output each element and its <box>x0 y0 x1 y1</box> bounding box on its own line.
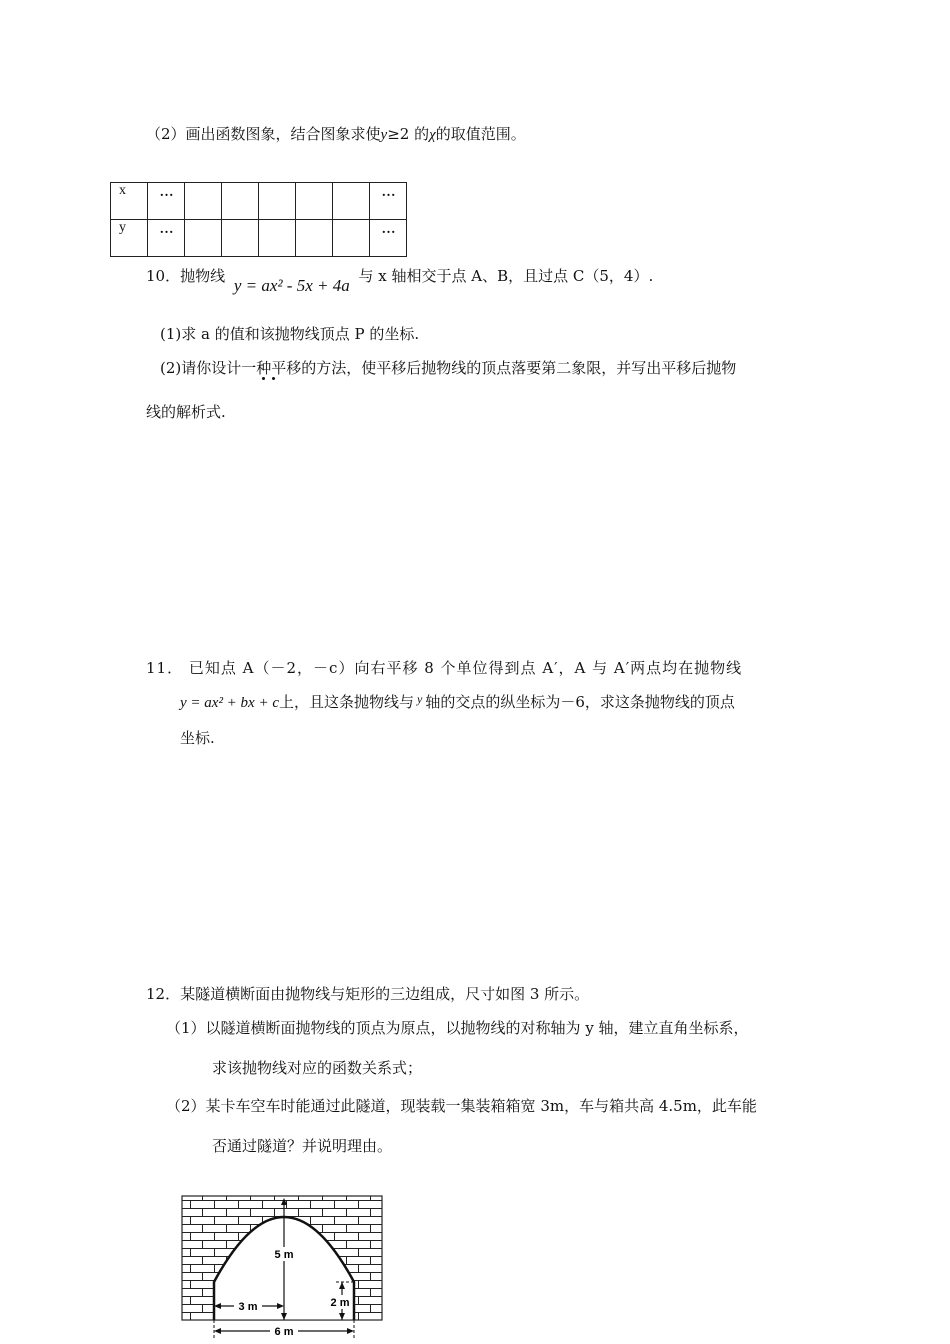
q12-stem <box>146 984 589 1004</box>
q11-formula: y = ax² + bx + c <box>180 695 279 711</box>
table-ellipsis-end: … <box>370 183 407 220</box>
emphasis-dot <box>272 377 275 380</box>
q11-number: 11． <box>146 659 184 677</box>
label-6m: 6 m <box>274 1326 294 1338</box>
q12-part1-line2: 求该抛物线对应的函数关系式； <box>212 1059 423 1077</box>
q11-line2-end: 轴的交点的纵坐标为－6，求这条抛物线的顶点 <box>425 693 735 711</box>
q11-line1-b: A（－2，－c）向右平移 8 个单位得到点 <box>242 659 537 677</box>
q11-line1-c: A′，A 与 A′两点均在抛物线 <box>542 659 743 677</box>
q10-part2-line2: 线的解析式. <box>146 403 226 421</box>
label-2m: 2 m <box>330 1297 350 1309</box>
q11-line1 <box>146 658 742 678</box>
table-cell <box>185 183 222 220</box>
q11-line2-y: y <box>417 692 423 706</box>
q12-part1-line1: （1）以隧道横断面抛物线的顶点为原点，以抛物线的对称轴为 y 轴，建立直角坐标系， <box>166 1019 749 1037</box>
q9-part2-geq: ≥2 的 <box>387 125 430 143</box>
table-row-x <box>111 183 407 220</box>
table-row-y <box>111 220 407 257</box>
q12-number: 12． <box>146 985 181 1003</box>
label-5m: 5 m <box>274 1249 294 1261</box>
q10-stem <box>146 266 654 295</box>
table-cell <box>259 183 296 220</box>
q11-line1-a: 已知点 <box>188 659 237 677</box>
q9-part2-prefix: （2）画出函数图象，结合图象求使 <box>146 125 381 143</box>
q9-part2-x: χ <box>429 127 436 143</box>
tunnel-figure <box>178 1192 388 1340</box>
q10-stem-suffix: 与 x 轴相交于点 A、B，且过点 C（5，4）. <box>358 267 654 285</box>
table-ellipsis-start: … <box>148 220 185 257</box>
q11-line3: 坐标. <box>180 729 215 747</box>
q9-part2-y: y <box>380 127 388 143</box>
table-cell <box>185 220 222 257</box>
q9-part2 <box>146 124 526 145</box>
table-cell <box>222 220 259 257</box>
q10-number: 10． <box>146 267 181 285</box>
q9-part2-suffix: 的取值范围。 <box>435 125 526 143</box>
table-row-y-label: y <box>111 220 148 257</box>
q12-part2-line1: （2）某卡车空车时能通过此隧道，现装载一集装箱箱宽 3m，车与箱共高 4.5m，此车能 <box>166 1097 757 1115</box>
table-cell <box>333 220 370 257</box>
q10-stem-prefix: 抛物线 <box>180 267 226 285</box>
value-table <box>110 182 407 257</box>
emphasis-dot <box>262 377 265 380</box>
q10-part2-line1: (2)请你设计一种平移的方法，使平移后抛物线的顶点落要第二象限，并写出平移后抛物 <box>160 359 737 377</box>
table-row-x-label: x <box>111 183 148 220</box>
table-cell <box>259 220 296 257</box>
q12-stem-text: 某隧道横断面由抛物线与矩形的三边组成，尺寸如图 3 所示。 <box>180 985 590 1003</box>
table-cell <box>222 183 259 220</box>
arrow-head <box>347 1328 354 1334</box>
table-cell <box>333 183 370 220</box>
q10-part1: (1)求 a 的值和该抛物线顶点 P 的坐标. <box>160 325 420 343</box>
arrow-head <box>214 1328 221 1334</box>
table-cell <box>296 183 333 220</box>
q12-part2-line2: 否通过隧道？并说明理由。 <box>212 1137 393 1155</box>
q11-line2-mid: 上，且这条抛物线与 <box>279 693 415 711</box>
q11-line2 <box>180 692 735 713</box>
table-ellipsis-end: … <box>370 220 407 257</box>
label-3m: 3 m <box>238 1301 258 1313</box>
table-cell <box>296 220 333 257</box>
table-ellipsis-start: … <box>148 183 185 220</box>
q10-formula: y = ax² - 5x + 4a <box>233 276 350 295</box>
